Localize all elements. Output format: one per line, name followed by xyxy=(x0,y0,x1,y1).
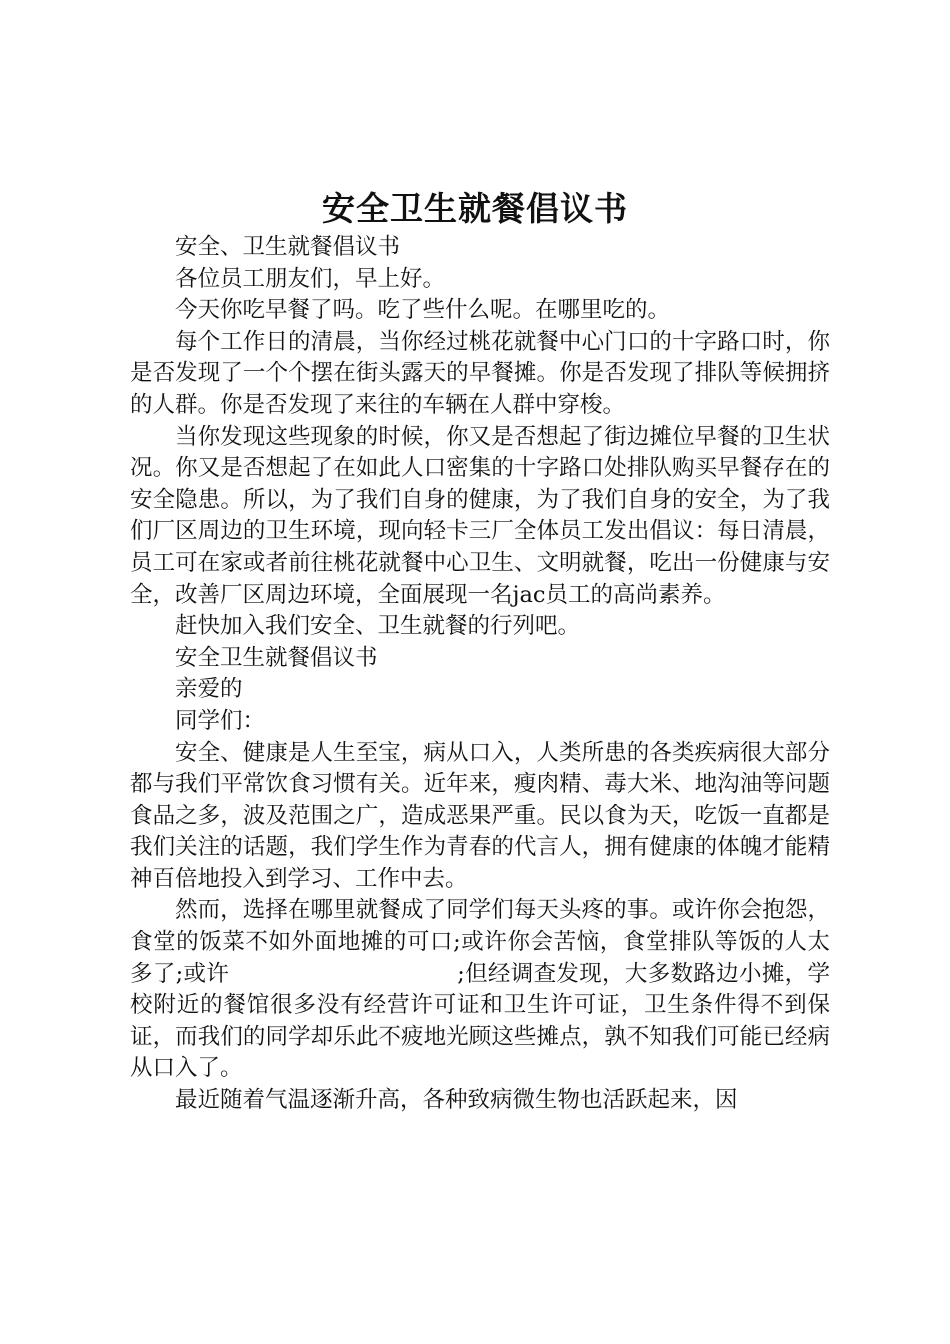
paragraph: 每个工作日的清晨，当你经过桃花就餐中心门口的十字路口时，你是否发现了一个个摆在街头露天的早餐摊。你是否发现了排队等候拥挤的人群。你是否发现了来往的车辆在人群中穿梭。 xyxy=(130,328,830,418)
paragraph: 安全、卫生就餐倡议书 xyxy=(175,234,401,260)
paragraph: 同学们： xyxy=(175,707,266,734)
paragraph: 赶快加入我们安全、卫生就餐的行列吧。 xyxy=(175,613,581,640)
document-title: 安全卫生就餐倡议书 xyxy=(322,189,628,228)
paragraph: 当你发现这些现象的时候，你又是否想起了街边摊位早餐的卫生状况。你又是否想起了在如此人口密集的十字路口处排队购买早餐存在的安全隐患。所以，为了我们自身的健康，为了我们自身的安全，为了我们厂区周边的卫生环境，现向轻卡三厂全体员工发出倡议：每日清晨，员工可在家或者前往桃花就餐中心卫生、文明就餐，吃出一份健康与安全，改善厂区周边环境，全面展现一名jac员工的高尚素养。 xyxy=(130,423,830,608)
paragraph-text-part: ;但经调查发现，大多数路边小摊，学校附近的餐馆很多没有经营许可证和卫生许可证，卫生条件得不到保证，而我们的同学却乐此不疲地光顾这些摊点，孰不知我们可能已经病从口入了。 xyxy=(130,960,830,1082)
paragraph: 今天你吃早餐了吗。吃了些什么呢。在哪里吃的。 xyxy=(175,297,671,324)
paragraph: 最近随着气温逐渐升高，各种致病微生物也活跃起来，因 xyxy=(175,1087,738,1114)
paragraph-text-part: 然而，选择在哪里就餐成了同学们每天头疼的事。或许你会抱怨，食堂的饭菜不如外面地摊的可口;或许你会苦恼，食堂排队等饭的人太多了;或许 xyxy=(130,897,830,987)
document-body xyxy=(130,232,830,1117)
paragraph: 安全卫生就餐倡议书 xyxy=(175,644,378,671)
paragraph: 亲爱的 xyxy=(175,676,243,703)
paragraph xyxy=(130,895,830,1085)
paragraph: 各位员工朋友们，早上好。 xyxy=(175,265,446,292)
paragraph: 安全、健康是人生至宝，病从口入，人类所患的各类疾病很大部分都与我们平常饮食习惯有关。近年来，瘦肉精、毒大米、地沟油等问题食品之多，波及范围之广，造成恶果严重。民以食为天，吃饭一直都是我们关注的话题，我们学生作为青春的代言人，拥有健康的体魄才能精神百倍地投入到学习、工作中去。 xyxy=(130,739,830,892)
